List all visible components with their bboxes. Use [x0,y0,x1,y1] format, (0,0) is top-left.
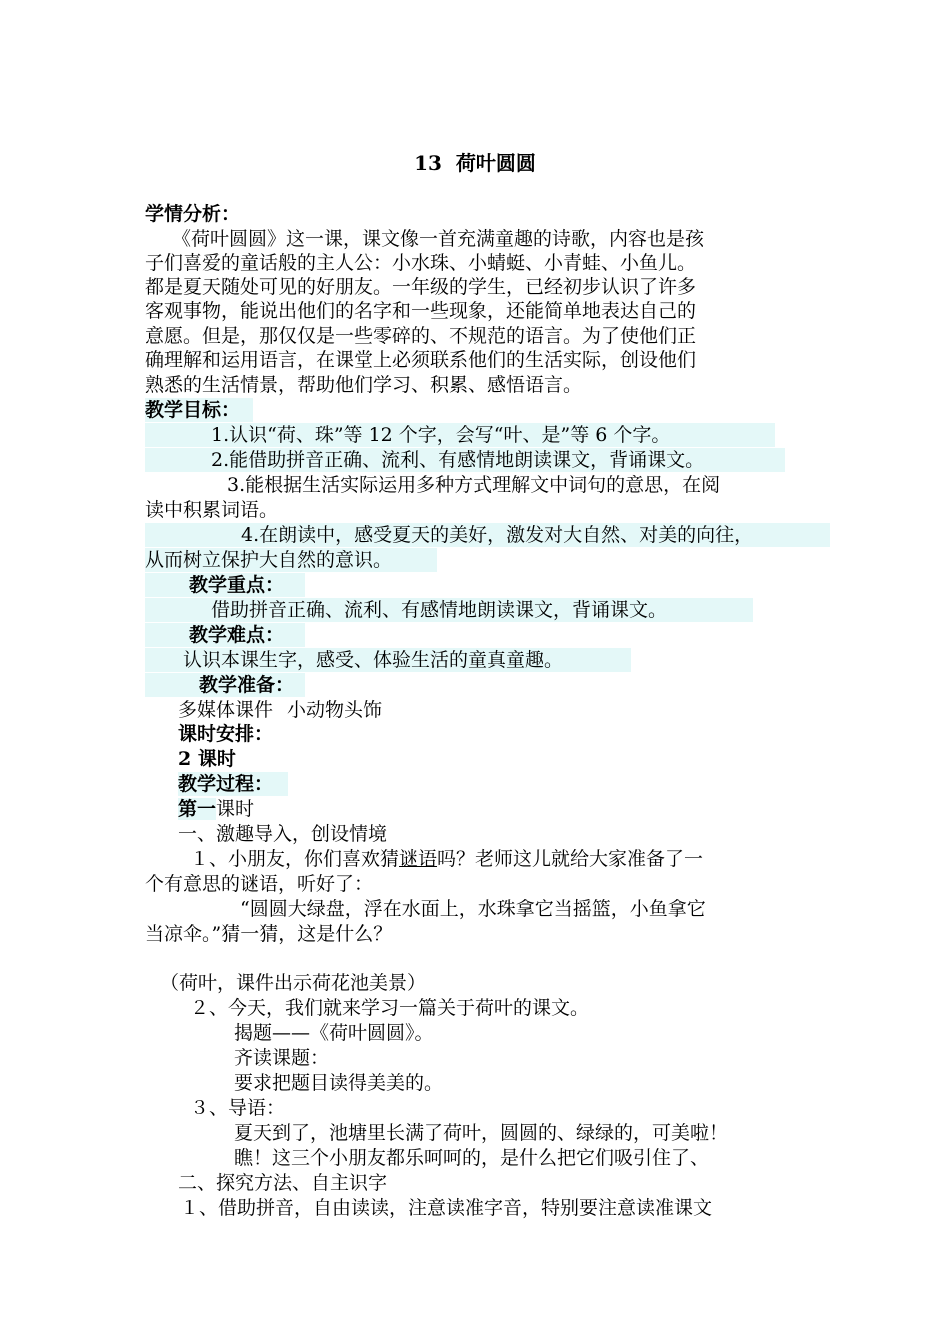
key-point-heading: 教学重点： [145,573,305,597]
riddle-line: “圆圆大绿盘，浮在水面上，水珠拿它当摇篮，小鱼拿它 [240,898,706,920]
schedule-value: 2 课时 [178,748,236,770]
analysis-line: 熟悉的生活情景，帮助他们学习、积累、感悟语言。 [145,374,583,396]
lesson-label: 第一课时 [178,798,255,820]
answer-line: （荷叶，课件出示荷花池美景） [160,972,427,994]
analysis-heading: 学情分析： [145,203,241,225]
paragraph-line: １、借助拼音，自由读读，注意读准字音，特别要注意读准课文 [180,1197,713,1219]
paragraph-line: ２、今天，我们就来学习一篇关于荷叶的课文。 [190,997,590,1019]
objective-item: 4.在朗读中，感受夏天的美好，激发对大自然、对美的向往， [145,523,830,547]
section-heading: 一、激趣导入，创设情境 [178,823,388,845]
objective-item: 2.能借助拼音正确、流利、有感情地朗读课文，背诵课文。 [145,448,785,472]
analysis-line: 子们喜爱的童话般的主人公：小水珠、小蜻蜓、小青蛙、小鱼儿。 [145,252,697,274]
analysis-line: 确理解和运用语言，在课堂上必须联系他们的生活实际，创设他们 [145,349,697,371]
schedule-heading: 课时安排： [178,723,274,745]
process-heading: 教学过程： [178,772,288,796]
paragraph-line: 要求把题目读得美美的。 [234,1072,444,1094]
analysis-line: 都是夏天随处可见的好朋友。一年级的学生，已经初步认识了许多 [145,276,697,298]
analysis-line: 客观事物，能说出他们的名字和一些现象，还能简单地表达自己的 [145,300,697,322]
paragraph-line: 个有意思的谜语，听好了： [145,873,374,895]
objective-item: 3.能根据生活实际运用多种方式理解文中词句的意思，在阅 [227,474,721,496]
objective-item: 读中积累词语。 [145,499,279,521]
riddle-line: 当凉伞。”猜一猜，这是什么？ [145,923,393,945]
section-heading: 二、探究方法、自主识字 [178,1172,388,1194]
paragraph-line: １、小朋友，你们喜欢猜谜语吗？老师这儿就给大家准备了一 [190,848,704,870]
page-title: 13 荷叶圆圆 [414,151,536,175]
preparation-items: 多媒体课件 小动物头饰 [178,699,383,721]
key-point-text: 借助拼音正确、流利、有感情地朗读课文，背诵课文。 [145,598,753,622]
analysis-line: 《荷叶圆圆》这一课，课文像一首充满童趣的诗歌，内容也是孩 [172,228,705,250]
objective-item: 从而树立保护大自然的意识。 [145,548,437,572]
paragraph-line: 揭题——《荷叶圆圆》。 [234,1022,434,1044]
paragraph-line: 齐读课题： [234,1047,330,1069]
paragraph-line: ３、导语： [190,1097,286,1119]
paragraph-line: 夏天到了，池塘里长满了荷叶，圆圆的、绿绿的，可美啦！ [234,1122,729,1144]
preparation-heading: 教学准备： [145,673,305,697]
paragraph-line: 瞧！这三个小朋友都乐呵呵的，是什么把它们吸引住了、 [234,1147,710,1169]
difficulty-text: 认识本课生字，感受、体验生活的童真童趣。 [145,648,631,672]
objectives-heading: 教学目标： [145,398,253,422]
difficulty-heading: 教学难点： [145,623,305,647]
analysis-line: 意愿。但是，那仅仅是一些零碎的、不规范的语言。为了使他们正 [145,325,697,347]
objective-item: 1.认识“荷、珠”等 12 个字，会写“叶、是”等 6 个字。 [145,423,775,447]
